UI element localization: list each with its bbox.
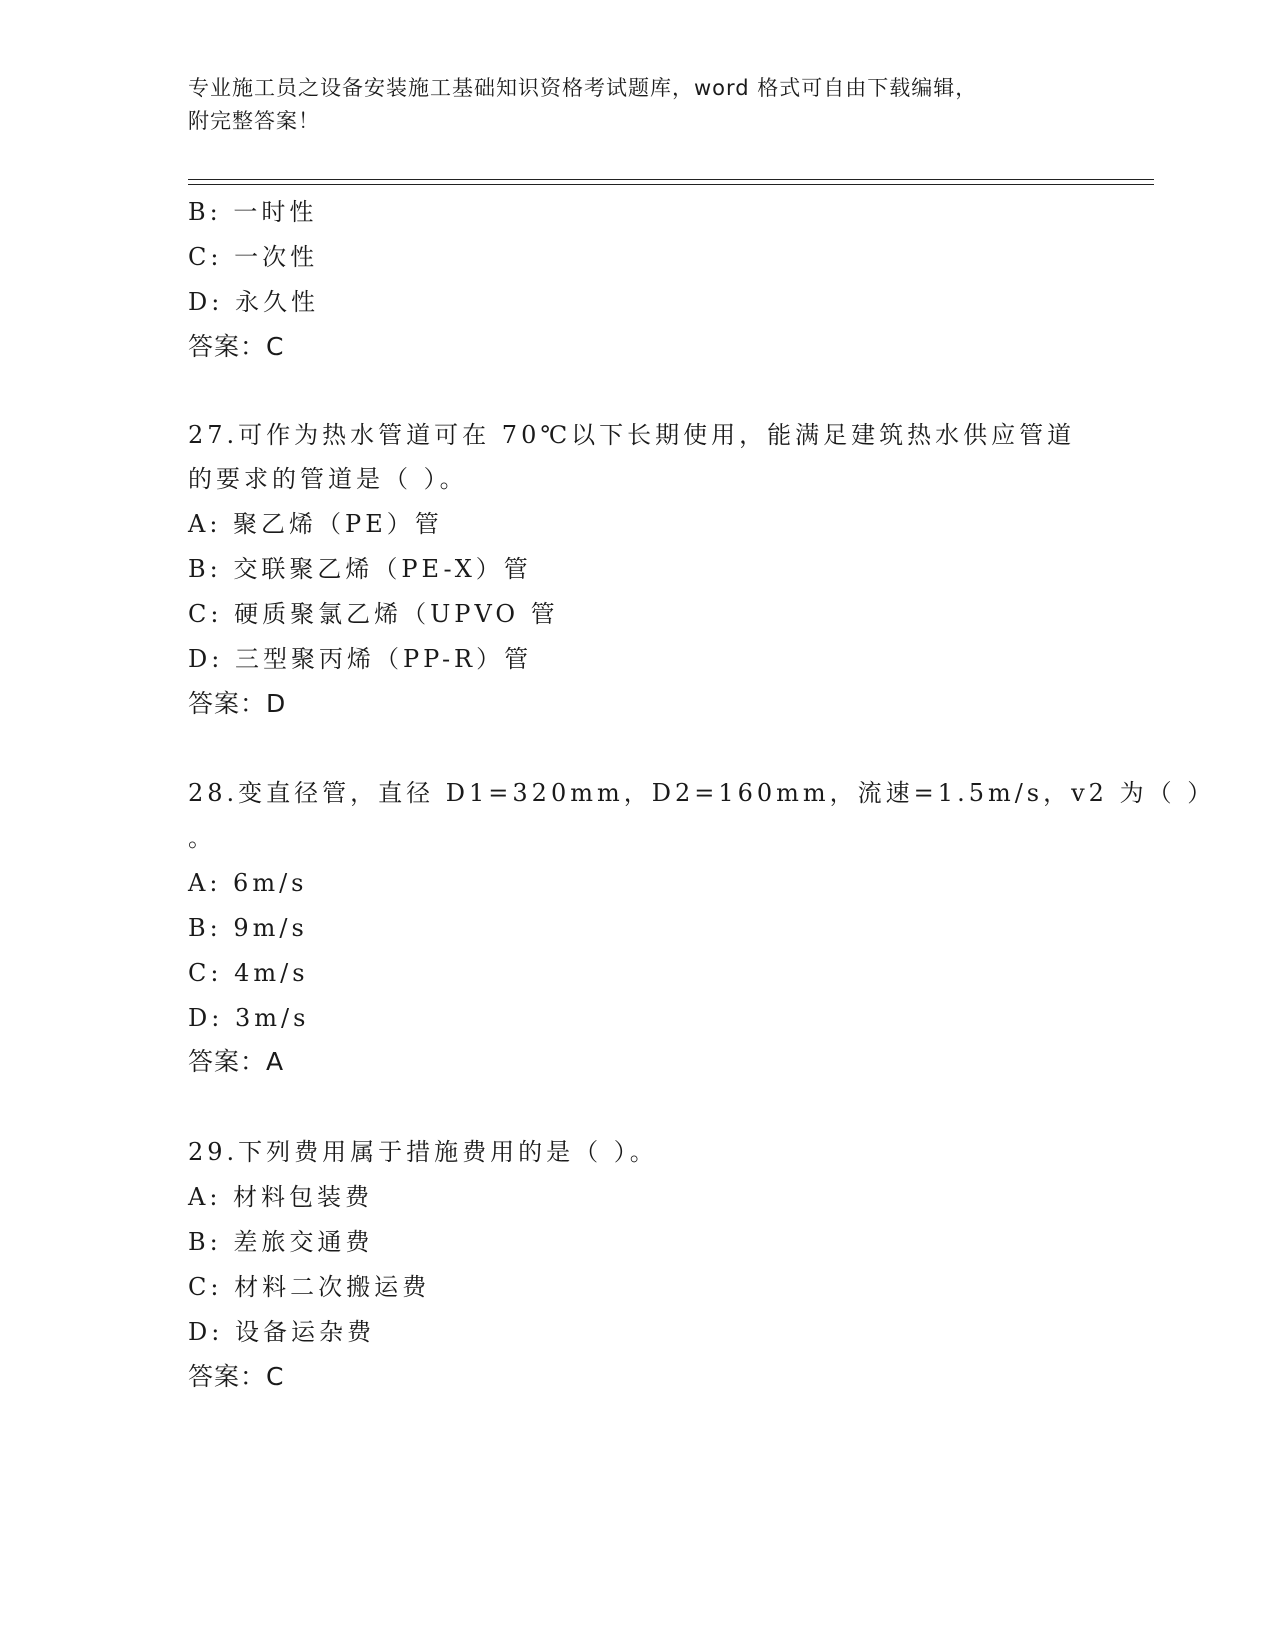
q29-answer: 答案：C bbox=[188, 1362, 285, 1391]
q26-answer: 答案：C bbox=[188, 332, 285, 361]
q29-option-b: B: 差旅交通费 bbox=[188, 1228, 374, 1256]
q27-stem-line-1: 27.可作为热水管道可在 70℃以下长期使用，能满足建筑热水供应管道 bbox=[188, 421, 1076, 449]
q27-option-c: C: 硬质聚氯乙烯（UPVO 管 bbox=[188, 600, 559, 628]
q27-stem-line-2: 的要求的管道是（ ）。 bbox=[188, 465, 468, 493]
q26-option-d: D: 永久性 bbox=[188, 288, 319, 316]
q29-option-d: D: 设备运杂费 bbox=[188, 1318, 375, 1346]
q26-option-c: C: 一次性 bbox=[188, 243, 319, 271]
q28-option-c: C: 4m/s bbox=[188, 959, 309, 987]
q27-option-d: D: 三型聚丙烯（PP-R）管 bbox=[188, 645, 533, 673]
q27-option-b: B: 交联聚乙烯（PE-X）管 bbox=[188, 555, 532, 583]
q29-option-a: A: 材料包装费 bbox=[188, 1183, 374, 1211]
header-line-1: 专业施工员之设备安装施工基础知识资格考试题库，word 格式可自由下载编辑， bbox=[188, 76, 978, 100]
header-line-2: 附完整答案！ bbox=[188, 109, 320, 133]
q28-answer: 答案：A bbox=[188, 1047, 285, 1076]
q28-option-b: B: 9m/s bbox=[188, 914, 308, 942]
q28-option-a: A: 6m/s bbox=[188, 869, 308, 897]
header-divider-top bbox=[188, 179, 1154, 180]
q29-stem-line-1: 29.下列费用属于措施费用的是（ ）。 bbox=[188, 1138, 658, 1166]
q28-stem-line-2: 。 bbox=[188, 824, 216, 852]
header-divider-bottom bbox=[188, 184, 1154, 185]
q28-stem-line-1: 28.变直径管，直径 D1=320mm，D2=160mm，流速=1.5m/s，v2 为（ ） bbox=[188, 779, 1216, 807]
q27-option-a: A: 聚乙烯（PE）管 bbox=[188, 510, 443, 538]
document-header bbox=[188, 72, 1088, 138]
q28-option-d: D: 3m/s bbox=[188, 1004, 310, 1032]
q29-option-c: C: 材料二次搬运费 bbox=[188, 1273, 431, 1301]
q27-answer: 答案：D bbox=[188, 689, 287, 718]
q26-option-b: B: 一时性 bbox=[188, 198, 318, 226]
